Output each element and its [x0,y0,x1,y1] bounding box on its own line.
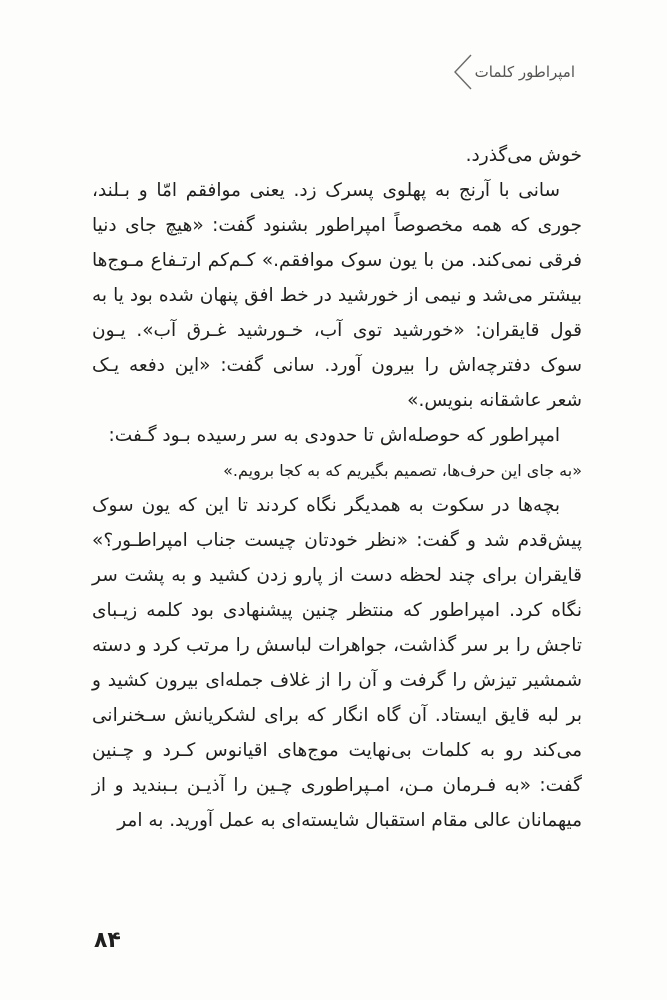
paragraph-2: سانی با آرنج به پهلوی پسرک زد. یعنی موافقم امّا و بـلند، جوری که همه مخصوصاً امپراطور بشنود گفت: «هیچ جای دنیا فرقی نمی‌کند. من با یون سوک موافقم.» کـم‌کم ارتـفاع مـوج‌ها بیشتر می‌شد و نیمی از خورشید در خط افق پنهان شده بود یا به قول قایقران: «خورشید توی آب، خـورشید غـرق آب». یـون سوک دفترچه‌اش را بیرون آورد. سانی گفت: «این دفعه یـک شعر عاشقانه بنویس.» [92,180,582,411]
body-text [92,138,582,838]
paragraph-4: «به جای این حرف‌ها، تصمیم بگیریم که به کجا برویم.» [223,461,582,480]
paragraph-1: خوش می‌گذرد. [465,145,582,166]
paragraph-3: امپراطور که حوصله‌اش تا حدودی به سر رسیده بـود گـفت: [108,425,560,446]
paragraph-5: بچه‌ها در سکوت به همدیگر نگاه کردند تا این که یون سوک پیش‌قدم شد و گفت: «نظر خودتان چیست جناب امپراطـور؟» قایقران برای چند لحظه دست از پارو زدن کشید و به پشت سر نگاه کرد. امپراطور که منتظر چنین پیشنهادی بود کلمه زیـبای تاجش را بر سر گذاشت، جواهرات لباسش را مرتب کرد و دسته شمشیر تیزش را گرفت و آن را از غلاف جمله‌ای بیرون کشید و بر لبه قایق ایستاد. آن گاه انگار که برای لشکریانش سـخنرانی می‌کند رو به کلمات بی‌نهایت موج‌های اقیانوس کـرد و چـنین گفت: «به فـرمان مـن، امـپراطوری چـین را آذیـن بـبندید و از میهمانان عالی مقام استقبال شایسته‌ای به عمل آورید. به امر [92,495,582,831]
arrow-chevron-icon [451,52,475,92]
running-head-title: امپراطور کلمات [474,63,575,81]
page-number: ۸۴ [94,928,121,953]
running-head [451,52,583,92]
